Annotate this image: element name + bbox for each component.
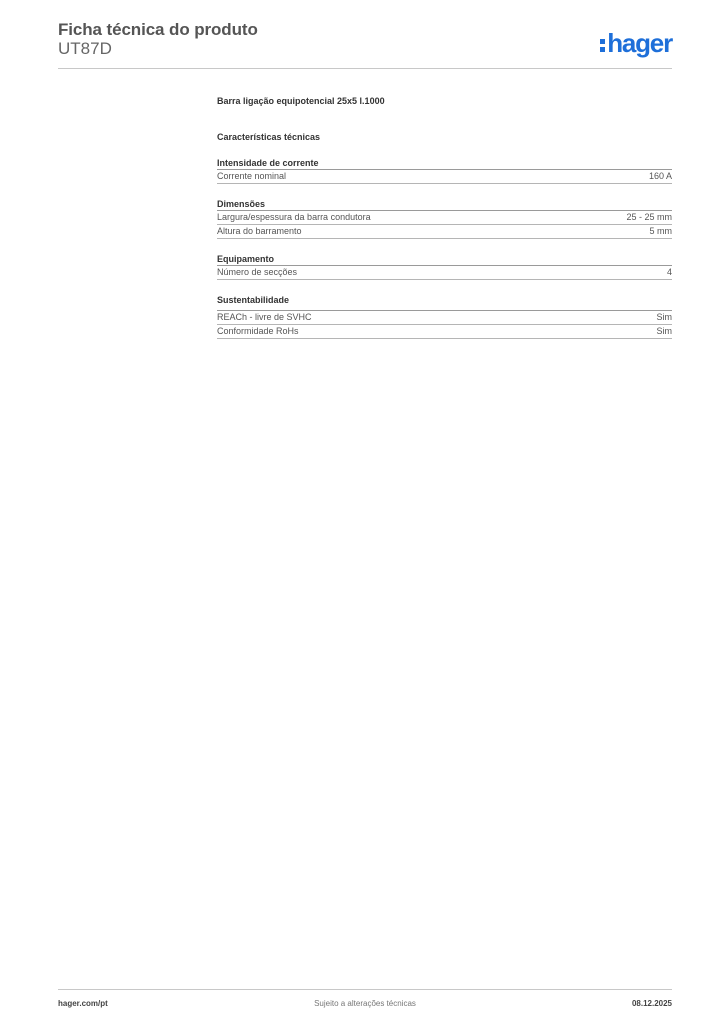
spec-value: 4: [666, 267, 672, 277]
spec-section-equipment: [217, 253, 672, 280]
section-heading: Dimensões: [217, 198, 672, 211]
spec-section-sustainability: [217, 294, 672, 339]
footer-date: 08.12.2025: [631, 999, 672, 1008]
spec-value: Sim: [656, 326, 672, 336]
page-footer: [58, 998, 672, 1010]
spec-row: [217, 311, 672, 325]
hager-logo: [600, 28, 672, 58]
spec-value: 25 - 25 mm: [626, 212, 672, 222]
spec-row: [217, 225, 672, 239]
logo-dots-icon: [600, 39, 605, 52]
spec-content: [217, 95, 672, 339]
page-header: [58, 20, 672, 68]
header-divider: [58, 68, 672, 69]
logo-text: hager: [607, 28, 672, 58]
spec-value: Sim: [656, 312, 672, 322]
spec-label: REACh - livre de SVHC: [217, 312, 312, 322]
spec-label: Número de secções: [217, 267, 298, 277]
section-heading: Intensidade de corrente: [217, 157, 672, 170]
footer-website-link[interactable]: hager.com/pt: [58, 999, 108, 1008]
footer-divider: [58, 989, 672, 990]
product-name: Barra ligação equipotencial 25x5 l.1000: [217, 96, 385, 106]
product-code: UT87D: [58, 39, 112, 58]
document-title: Ficha técnica do produto: [58, 20, 258, 39]
footer-notice: Sujeito a alterações técnicas: [314, 999, 416, 1008]
characteristics-title: Características técnicas: [217, 132, 321, 142]
section-heading: Equipamento: [217, 253, 672, 266]
spec-section-current: [217, 157, 672, 184]
spec-value: 5 mm: [649, 226, 672, 236]
spec-label: Corrente nominal: [217, 171, 287, 181]
spec-label: Conformidade RoHs: [217, 326, 299, 336]
spec-label: Largura/espessura da barra condutora: [217, 212, 371, 222]
section-heading: Sustentabilidade: [217, 294, 672, 311]
spec-row: [217, 325, 672, 339]
spec-value: 160 A: [648, 171, 672, 181]
spec-row: [217, 170, 672, 184]
spec-section-dimensions: [217, 198, 672, 239]
spec-row: [217, 266, 672, 280]
spec-label: Altura do barramento: [217, 226, 302, 236]
spec-row: [217, 211, 672, 225]
